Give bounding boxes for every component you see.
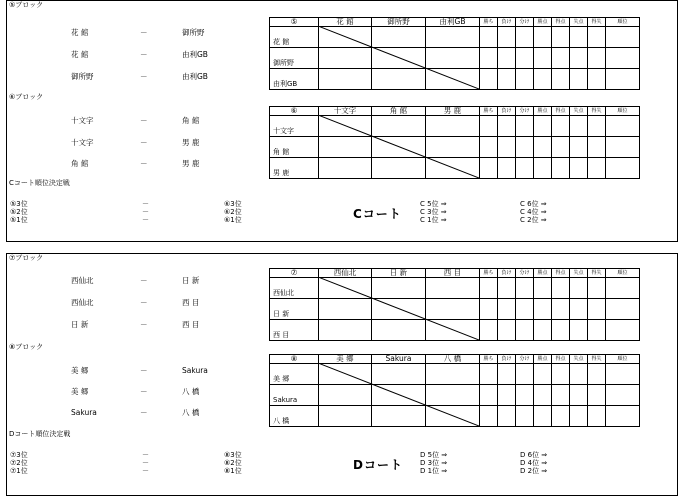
match-dash: － (140, 276, 148, 285)
placement-left: ⑦1位 (10, 467, 28, 475)
placement-right: ⑥1位 (224, 216, 242, 224)
court-c-section (6, 0, 678, 242)
stat-header-points: 勝点 (534, 107, 552, 116)
match-dash: － (140, 138, 148, 147)
block-6-header: ⑥ブロック (9, 93, 44, 101)
stat-header-draws: 分け (516, 269, 534, 278)
match-team-away: 八 橋 (182, 387, 200, 396)
match-team-home: 日 新 (71, 320, 89, 329)
block-8-header: ⑧ブロック (9, 343, 44, 351)
court-d-section (6, 253, 678, 496)
table-row-team: 御所野 (270, 48, 319, 69)
table-row-team: 美 郷 (270, 364, 319, 385)
table-block-number: ⑥ (270, 107, 319, 116)
match-team-home: 美 郷 (71, 366, 89, 375)
placement-right: ⑧2位 (224, 459, 242, 467)
stat-header-goals-against: 失点 (570, 355, 588, 364)
match-team-home: 花 館 (71, 50, 89, 59)
result-right: D 4位 ⇒ (520, 459, 548, 467)
result-right: D 2位 ⇒ (520, 467, 548, 475)
court-d-placement-header: Dコート順位決定戦 (9, 430, 71, 438)
stat-header-goal-diff: 得失 (588, 355, 606, 364)
block-7-standings-table (269, 268, 640, 341)
table-block-number: ⑦ (270, 269, 319, 278)
match-team-home: Sakura (71, 408, 97, 417)
stat-header-goals-against: 失点 (570, 269, 588, 278)
block-7-header: ⑦ブロック (9, 254, 44, 262)
match-dash: － (140, 28, 148, 37)
table-row-team: 西仙北 (270, 278, 319, 299)
block-5-header: ⑤ブロック (9, 1, 44, 9)
placement-dash: － (142, 216, 149, 224)
match-team-away: Sakura (182, 366, 208, 375)
result-right: C 2位 ⇒ (520, 216, 547, 224)
match-team-away: 御所野 (182, 28, 205, 37)
stat-header-points: 勝点 (534, 355, 552, 364)
match-team-away: 男 鹿 (182, 138, 200, 147)
match-dash: － (140, 298, 148, 307)
match-team-away: 西 目 (182, 320, 200, 329)
stat-header-goals-for: 得点 (552, 269, 570, 278)
stat-header-rank: 順位 (606, 269, 640, 278)
result-left: C 1位 ⇒ (420, 216, 447, 224)
match-team-away: 男 鹿 (182, 159, 200, 168)
result-left: C 3位 ⇒ (420, 208, 447, 216)
table-row-team: 日 新 (270, 299, 319, 320)
match-team-home: 西仙北 (71, 298, 94, 307)
block-5-standings-table (269, 17, 640, 90)
stat-header-goals-for: 得点 (552, 355, 570, 364)
stat-header-goals-against: 失点 (570, 107, 588, 116)
stat-header-wins: 勝ち (480, 18, 498, 27)
match-team-home: 十文字 (71, 138, 94, 147)
placement-left: ⑦3位 (10, 451, 28, 459)
match-dash: － (140, 366, 148, 375)
court-d-title: Dコート (353, 458, 403, 472)
table-row-team: 花 館 (270, 27, 319, 48)
stat-header-goals-for: 得点 (552, 18, 570, 27)
match-team-away: 西 目 (182, 298, 200, 307)
stat-header-draws: 分け (516, 355, 534, 364)
placement-left: ⑦2位 (10, 459, 28, 467)
placement-right: ⑧3位 (224, 451, 242, 459)
stat-header-goals-against: 失点 (570, 18, 588, 27)
court-c-placement-header: Cコート順位決定戦 (9, 179, 70, 187)
match-team-home: 西仙北 (71, 276, 94, 285)
match-dash: － (140, 159, 148, 168)
stat-header-rank: 順位 (606, 107, 640, 116)
table-team-header: 角 館 (372, 107, 426, 116)
match-team-away: 日 新 (182, 276, 200, 285)
table-team-header: Sakura (372, 355, 426, 364)
table-row-team: 十文字 (270, 116, 319, 137)
match-team-away: 由利GB (182, 72, 208, 81)
table-team-header: 十文字 (319, 107, 372, 116)
table-team-header: 御所野 (372, 18, 426, 27)
result-left: D 5位 ⇒ (420, 451, 448, 459)
placement-right: ⑧1位 (224, 467, 242, 475)
result-left: C 5位 ⇒ (420, 200, 447, 208)
table-row-team: 八 橋 (270, 406, 319, 427)
table-team-header: 男 鹿 (426, 107, 480, 116)
match-dash: － (140, 72, 148, 81)
stat-header-wins: 勝ち (480, 269, 498, 278)
table-team-header: 由利GB (426, 18, 480, 27)
match-dash: － (140, 320, 148, 329)
placement-left: ⑤1位 (10, 216, 28, 224)
stat-header-draws: 分け (516, 107, 534, 116)
placement-dash: － (142, 451, 149, 459)
match-team-away: 角 館 (182, 116, 200, 125)
match-team-home: 美 郷 (71, 387, 89, 396)
placement-left: ⑤3位 (10, 200, 28, 208)
match-team-home: 花 館 (71, 28, 89, 37)
stat-header-losses: 負け (498, 355, 516, 364)
placement-dash: － (142, 200, 149, 208)
match-dash: － (140, 387, 148, 396)
stat-header-points: 勝点 (534, 269, 552, 278)
placement-right: ⑥3位 (224, 200, 242, 208)
placement-dash: － (142, 467, 149, 475)
table-row-team: 男 鹿 (270, 158, 319, 179)
table-team-header: 八 橋 (426, 355, 480, 364)
match-team-home: 御所野 (71, 72, 94, 81)
stat-header-losses: 負け (498, 18, 516, 27)
table-row-team: Sakura (270, 385, 319, 406)
stat-header-goal-diff: 得失 (588, 269, 606, 278)
result-right: D 6位 ⇒ (520, 451, 548, 459)
table-team-header: 西 目 (426, 269, 480, 278)
stat-header-goal-diff: 得失 (588, 18, 606, 27)
result-right: C 4位 ⇒ (520, 208, 547, 216)
table-team-header: 花 館 (319, 18, 372, 27)
block-6-standings-table (269, 106, 640, 179)
match-team-away: 八 橋 (182, 408, 200, 417)
table-block-number: ⑧ (270, 355, 319, 364)
match-dash: － (140, 408, 148, 417)
block-8-standings-table (269, 354, 640, 427)
stat-header-points: 勝点 (534, 18, 552, 27)
result-right: C 6位 ⇒ (520, 200, 547, 208)
placement-left: ⑤2位 (10, 208, 28, 216)
table-block-number: ⑤ (270, 18, 319, 27)
match-dash: － (140, 50, 148, 59)
table-row-team: 角 館 (270, 137, 319, 158)
stat-header-rank: 順位 (606, 18, 640, 27)
table-row-team: 由利GB (270, 69, 319, 90)
stat-header-goal-diff: 得失 (588, 107, 606, 116)
table-team-header: 西仙北 (319, 269, 372, 278)
table-row-team: 西 目 (270, 320, 319, 341)
stat-header-rank: 順位 (606, 355, 640, 364)
court-c-title: Cコート (353, 207, 402, 221)
match-dash: － (140, 116, 148, 125)
result-left: D 3位 ⇒ (420, 459, 448, 467)
placement-right: ⑥2位 (224, 208, 242, 216)
match-team-home: 角 館 (71, 159, 89, 168)
stat-header-losses: 負け (498, 107, 516, 116)
stat-header-draws: 分け (516, 18, 534, 27)
match-team-away: 由利GB (182, 50, 208, 59)
stat-header-wins: 勝ち (480, 107, 498, 116)
stat-header-wins: 勝ち (480, 355, 498, 364)
table-team-header: 美 郷 (319, 355, 372, 364)
result-left: D 1位 ⇒ (420, 467, 448, 475)
placement-dash: － (142, 208, 149, 216)
stat-header-losses: 負け (498, 269, 516, 278)
match-team-home: 十文字 (71, 116, 94, 125)
placement-dash: － (142, 459, 149, 467)
table-team-header: 日 新 (372, 269, 426, 278)
stat-header-goals-for: 得点 (552, 107, 570, 116)
